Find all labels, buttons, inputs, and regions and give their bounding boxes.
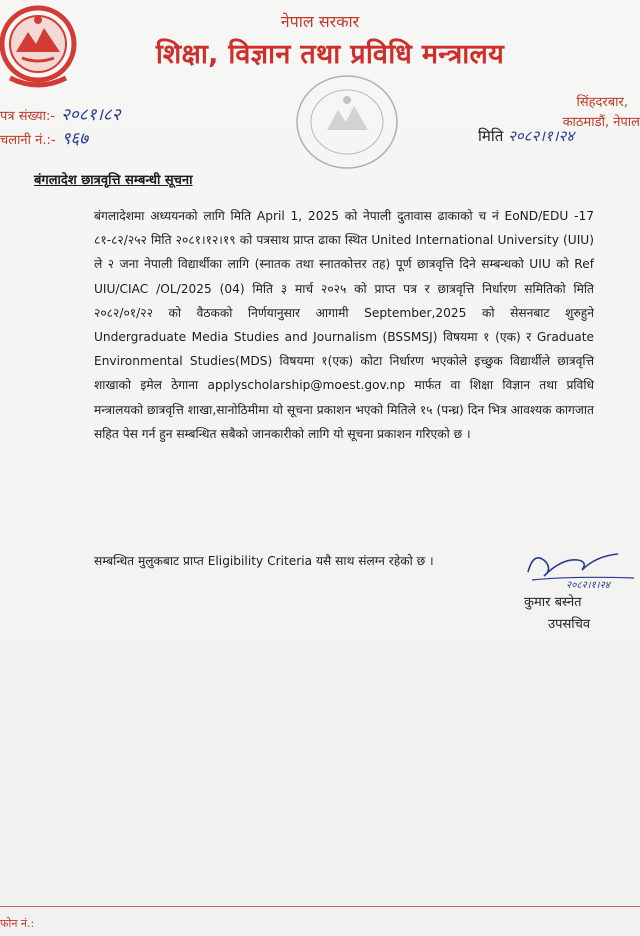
dispatch-number-label: चलानी नं.:- <box>0 133 56 148</box>
place-line-1: सिंहदरबार, <box>576 95 628 110</box>
date-label: मिति <box>478 127 504 145</box>
government-name: नेपाल सरकार <box>280 12 360 31</box>
handwritten-signature <box>522 540 640 592</box>
date-value: २०८२।१।२४ <box>508 127 575 145</box>
letter-reference <box>0 104 121 152</box>
signatory-name: कुमार बस्नेत <box>524 595 582 610</box>
footer-divider <box>0 906 640 907</box>
letter-date <box>478 126 574 146</box>
eligibility-note: सम्बन्धित मुलुकबाट प्राप्त Eligibility Criteria यसै साथ संलग्न रहेको छ । <box>94 554 434 568</box>
ministry-seal-stamp <box>282 70 412 175</box>
footer-phone-label: फोन नं.: <box>0 917 35 930</box>
place-line-2: काठमाडौं, नेपाल <box>562 115 640 130</box>
notice-body <box>94 204 594 446</box>
ministry-title: शिक्षा, विज्ञान तथा प्रविधि मन्त्रालय <box>155 39 505 70</box>
letter-number-value: २०८१।८२ <box>61 105 121 125</box>
letter-number-label: पत्र संख्या:- <box>0 109 56 124</box>
signatory-designation: उपसचिव <box>548 617 591 632</box>
notice-subject: बंगलादेश छात्रवृत्ति सम्बन्धी सूचना <box>34 173 193 188</box>
notice-paragraph: बंगलादेशमा अध्ययनको लागि मिति April 1, 2025 को नेपाली दुतावास ढाकाको च नं EoND/EDU -17 ८१-८२/२५२ मिति २०८१।१२।१९ को पत्रसाथ प्राप्त ढाका स्थित United International University (UIU) ले २ जना नेपाली विद्यार्थीका लागि (स्नातक तथा स्नातकोत्तर तह) पूर्ण छात्रवृत्ति दिने सम्बन्धको UIU को Ref UIU/CIAC /OL/2025 (04) मिति ३ मार्च २०२५ को प्राप्त पत्र र छात्रवृत्ति निर्धारण समितिको मिति २०८२/०१/२२ को वैठकको निर्णयानुसार आगामी September,2025 को सेसनबाट शुरुहुने Undergraduate Media Studies and Journalism (BSSMSJ) विषयमा १ (एक) र Graduate Environmental Studies(MDS) विषयमा १(एक) कोटा निर्धारण भएकोले इच्छुक विद्यार्थीले छात्रवृत्ति शाखाको इमेल ठेगाना applyscholarship@moest.gov.np मार्फत वा शिक्षा विज्ञान तथा प्रविधि मन्त्रालयको छात्रवृत्ति शाखा,सानोठिमीमा यो सूचना प्रकाशन भएको मितिले १५ (पन्ध्र) दिन भित्र आवश्यक कागजात सहित पेस गर्न हुन सम्बन्धित सबैको जानकारीको लागि यो सूचना प्रकाशन गरिएको छ । <box>94 209 594 441</box>
signature-date: २०८२।१।२४ <box>566 580 610 591</box>
dispatch-number-value: ९६७ <box>61 129 89 149</box>
